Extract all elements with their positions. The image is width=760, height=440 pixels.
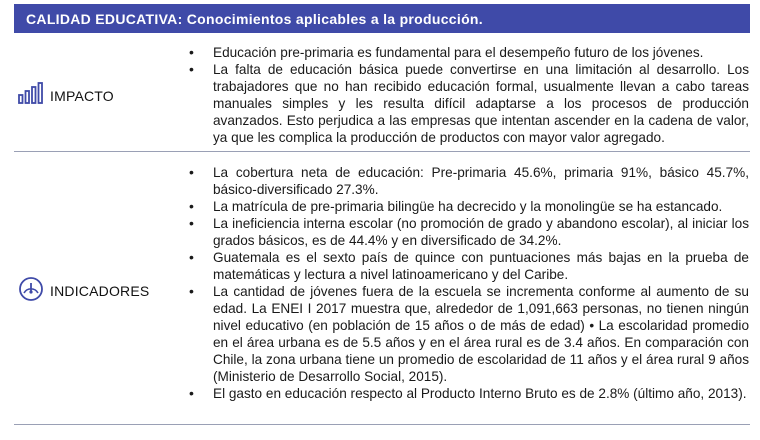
indicadores-label: INDICADORES [50, 283, 150, 299]
indicadores-label-block [14, 158, 179, 424]
list-item: • La falta de educación básica puede convertirse en una limitación al desarrollo. Los trabajadores que no han recibido educación formal, usualmente llevan a cabo tareas manuales simples y les resulta difícil adaptarse a los procesos de producción avanzados. Esto perjudica a las empresas que intentan ascender en la cadena de valor, ya que les complica la producción de productos con mayor valor agregado. [189, 61, 749, 146]
impacto-section [14, 40, 750, 152]
indicadores-list [189, 164, 749, 402]
list-item: • El gasto en educación respecto al Producto Interno Bruto es de 2.8% (último año, 2013). [189, 385, 749, 402]
list-item: • La cobertura neta de educación: Pre-primaria 45.6%, primaria 91%, básico 45.7%, básico-diversificado 27.3%. [189, 164, 749, 198]
list-item: • La ineficiencia interna escolar (no promoción de grado y abandono escolar), al iniciar los grados básicos, es de 44.4% y en diversificado de 34.2%. [189, 215, 749, 249]
list-item: • Guatemala es el sexto país de quince con puntuaciones más bajas en la prueba de matemáticas y lectura a nivel latinoamericano y del Caribe. [189, 249, 749, 283]
impacto-list [189, 44, 749, 146]
gauge-icon [18, 276, 44, 307]
list-item: • Educación pre-primaria es fundamental para el desempeño futuro de los jóvenes. [189, 44, 749, 61]
bar-chart-icon [18, 82, 44, 109]
impacto-label: IMPACTO [50, 87, 114, 104]
list-item: • La matrícula de pre-primaria bilingüe ha decrecido y la monolingüe se ha estancado. [189, 198, 749, 215]
list-item: • La cantidad de jóvenes fuera de la escuela se incrementa conforme al aumento de su edad. La ENEI I 2017 muestra que, alrededor de 1,091,663 personas, no tienen ningún nivel educativo (en población de 15 años o de más de edad) • La escolaridad promedio en el área urbana es de 5.5 años y en el área rural es de 3.4 años. En comparación con Chile, la zona urbana tiene un promedio de escolaridad de 11 años y el área rural 9 años (Ministerio de Desarrollo Social, 2015). [189, 283, 749, 385]
impacto-label-block [14, 40, 179, 151]
section-header [14, 4, 750, 33]
section-title: CALIDAD EDUCATIVA: Conocimientos aplicables a la producción. [26, 10, 483, 27]
indicadores-section [14, 158, 750, 425]
